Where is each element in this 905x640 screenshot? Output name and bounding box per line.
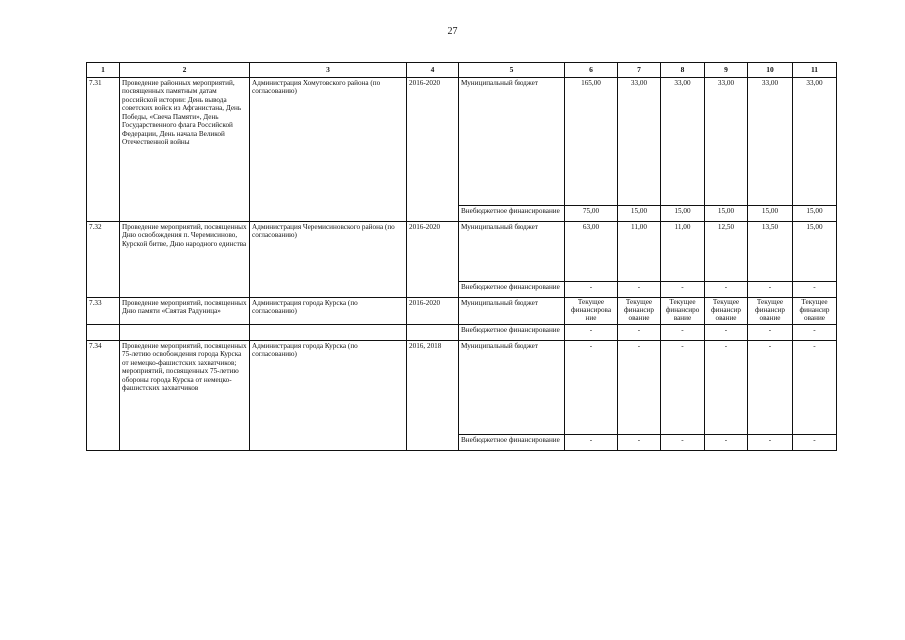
row-executor: Администрация города Курска (по согласованию) [250, 298, 407, 325]
value-cell: - [618, 324, 661, 340]
header-col-3: 3 [250, 63, 407, 78]
header-col-1: 1 [87, 63, 120, 78]
header-col-6: 6 [565, 63, 618, 78]
value-cell: - [618, 434, 661, 450]
value-cell: - [705, 282, 748, 298]
empty-cell [87, 324, 120, 340]
value-cell: 165,00 [565, 78, 618, 206]
row-period: 2016, 2018 [407, 340, 459, 450]
source-name: Внебюджетное финансирование [459, 434, 565, 450]
source-name: Внебюджетное финансирование [459, 206, 565, 222]
value-cell: Текущее финансир ование [793, 298, 837, 325]
value-cell: 15,00 [793, 206, 837, 222]
value-cell: - [565, 282, 618, 298]
value-cell: 15,00 [748, 206, 793, 222]
row-period: 2016-2020 [407, 298, 459, 325]
header-col-7: 7 [618, 63, 661, 78]
source-name: Внебюджетное финансирование [459, 324, 565, 340]
value-cell: - [661, 324, 705, 340]
table-row [87, 222, 837, 282]
value-cell: - [748, 434, 793, 450]
value-cell: - [705, 324, 748, 340]
value-cell: - [793, 434, 837, 450]
table-row [87, 298, 837, 325]
header-col-9: 9 [705, 63, 748, 78]
value-cell: 33,00 [618, 78, 661, 206]
value-cell: - [565, 340, 618, 434]
row-period: 2016-2020 [407, 222, 459, 298]
source-name: Муниципальный бюджет [459, 78, 565, 206]
value-cell: - [661, 434, 705, 450]
value-cell: - [661, 340, 705, 434]
value-cell: - [793, 340, 837, 434]
header-col-8: 8 [661, 63, 705, 78]
value-cell: Текущее финансир ование [748, 298, 793, 325]
value-cell: Текущее финансиро вание [661, 298, 705, 325]
page-number: 27 [447, 26, 458, 37]
empty-cell [407, 324, 459, 340]
empty-cell [250, 324, 407, 340]
value-cell: - [661, 282, 705, 298]
value-cell: - [705, 434, 748, 450]
value-cell: 13,50 [748, 222, 793, 282]
value-cell: 15,00 [661, 206, 705, 222]
value-cell: - [748, 340, 793, 434]
row-executor: Администрация Черемисиновского района (по согласованию) [250, 222, 407, 298]
value-cell: 75,00 [565, 206, 618, 222]
table-row [87, 340, 837, 434]
row-title: Проведение районных мероприятий, посвященных памятным датам российской истории: День вывода советских войск из Афганистана, День Победы, «Свеча Памяти», День Государственного флага Российской Федерации, День начала Великой Отечественной войны [120, 78, 250, 222]
row-title: Проведение мероприятий, посвященных Дню памяти «Святая Радуница» [120, 298, 250, 325]
header-col-2: 2 [120, 63, 250, 78]
value-cell: - [705, 340, 748, 434]
header-col-10: 10 [748, 63, 793, 78]
row-id: 7.32 [87, 222, 120, 298]
value-cell: 11,00 [618, 222, 661, 282]
row-id: 7.33 [87, 298, 120, 325]
value-cell: - [748, 282, 793, 298]
value-cell: Текущее финансир ование [705, 298, 748, 325]
program-table [86, 62, 837, 451]
table-row [87, 324, 837, 340]
row-title: Проведение мероприятий, посвященных Дню освобождения п. Черемисиново, Курской битве, Дню народного единства [120, 222, 250, 298]
row-title: Проведение мероприятий, посвященных 75-летию освобождения города Курска от немецко-фашистских захватчиков; мероприятий, посвященных 75-летию обороны города Курска от немецко-фашистских захватчиков [120, 340, 250, 450]
value-cell: - [565, 434, 618, 450]
source-name: Внебюджетное финансирование [459, 282, 565, 298]
table-row [87, 78, 837, 206]
value-cell: 33,00 [748, 78, 793, 206]
value-cell: 15,00 [705, 206, 748, 222]
value-cell: 63,00 [565, 222, 618, 282]
value-cell: 33,00 [793, 78, 837, 206]
row-period: 2016-2020 [407, 78, 459, 222]
header-row [87, 63, 837, 78]
row-executor: Администрация города Курска (по согласованию) [250, 340, 407, 450]
source-name: Муниципальный бюджет [459, 340, 565, 434]
value-cell: Текущее финансир ование [618, 298, 661, 325]
header-col-11: 11 [793, 63, 837, 78]
value-cell: - [793, 324, 837, 340]
value-cell: - [618, 282, 661, 298]
value-cell: - [618, 340, 661, 434]
source-name: Муниципальный бюджет [459, 222, 565, 282]
header-col-4: 4 [407, 63, 459, 78]
value-cell: 15,00 [793, 222, 837, 282]
value-cell: - [748, 324, 793, 340]
value-cell: 11,00 [661, 222, 705, 282]
value-cell: 33,00 [661, 78, 705, 206]
value-cell: 12,50 [705, 222, 748, 282]
header-col-5: 5 [459, 63, 565, 78]
value-cell: - [793, 282, 837, 298]
empty-cell [120, 324, 250, 340]
source-name: Муниципальный бюджет [459, 298, 565, 325]
value-cell: - [565, 324, 618, 340]
value-cell: 15,00 [618, 206, 661, 222]
row-id: 7.34 [87, 340, 120, 450]
row-executor: Администрация Хомутовского района (по согласованию) [250, 78, 407, 222]
row-id: 7.31 [87, 78, 120, 222]
value-cell: 33,00 [705, 78, 748, 206]
value-cell: Текущее финансирова ние [565, 298, 618, 325]
